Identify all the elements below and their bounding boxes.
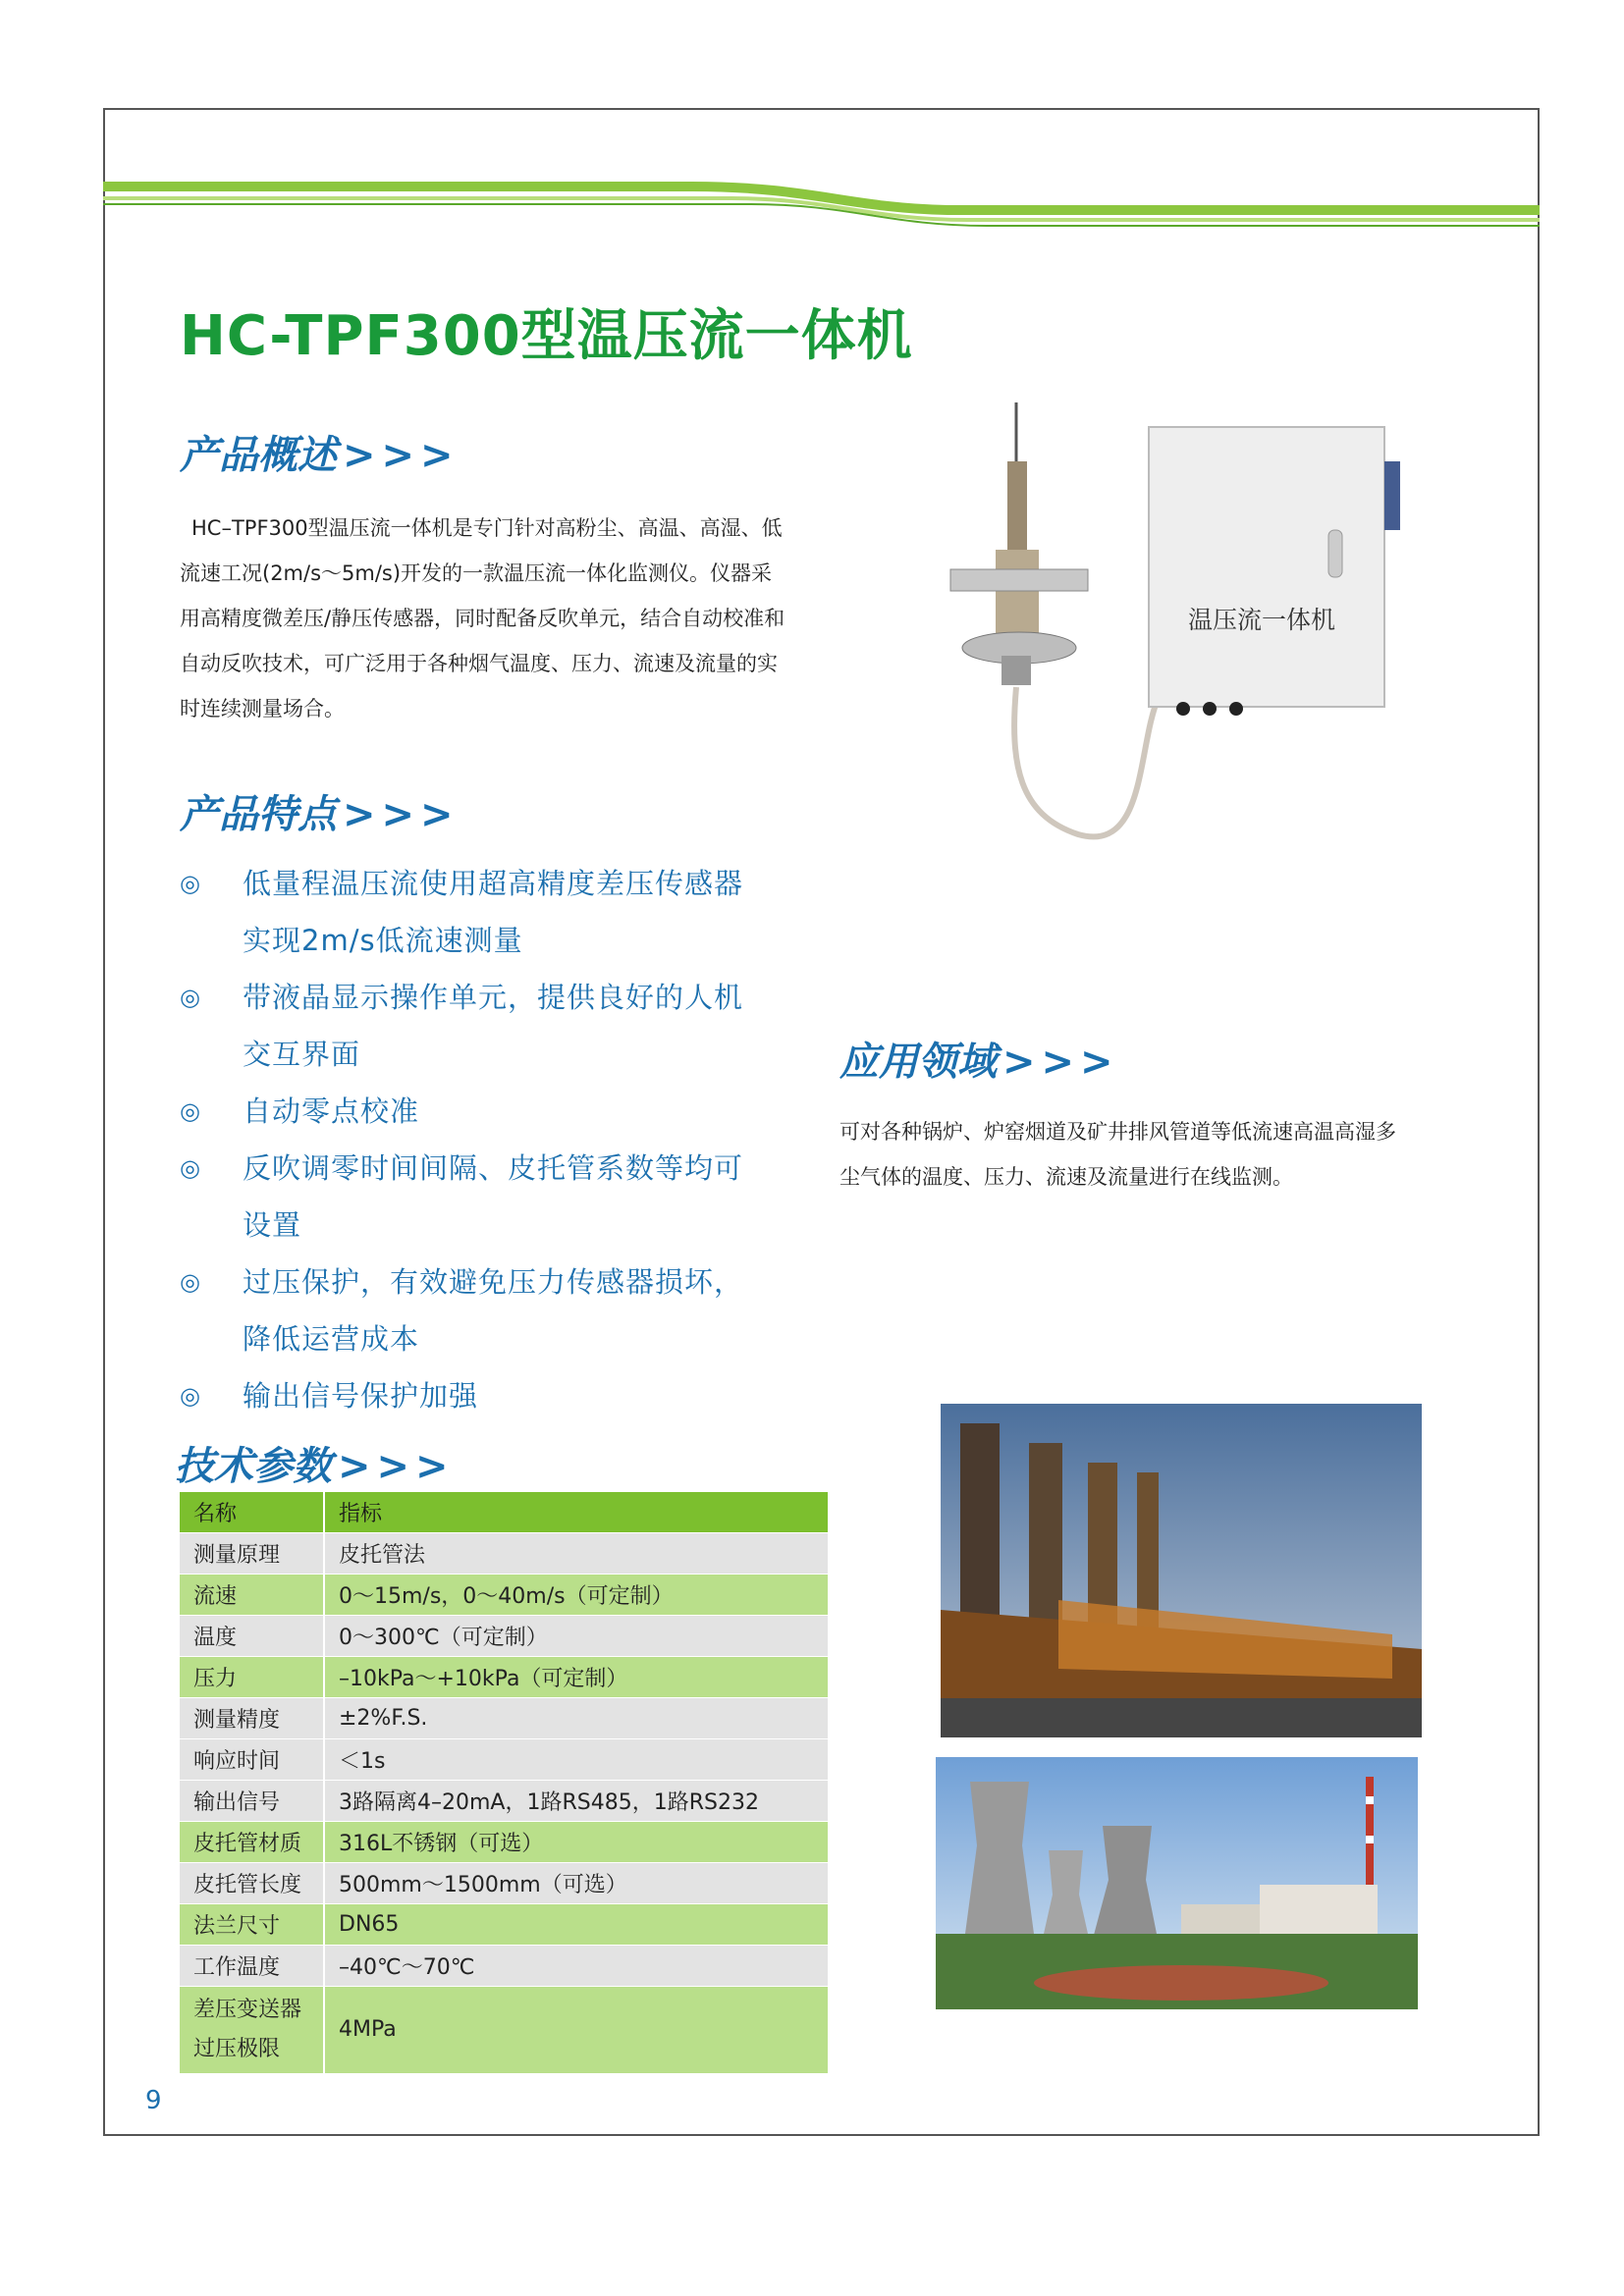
table-row xyxy=(180,1946,828,1987)
application-heading xyxy=(839,1031,1119,1087)
param-value: 4MPa xyxy=(324,1987,828,2074)
table-row xyxy=(180,1657,828,1698)
features-heading xyxy=(180,783,460,839)
feature-item xyxy=(180,1254,788,1367)
feature-line: 反吹调零时间间隔、皮托管系数等均可 xyxy=(243,1151,744,1185)
feature-line: 实现2m/s低流速测量 xyxy=(243,924,523,957)
feature-item xyxy=(180,1140,788,1254)
params-heading-text: 技术参数 xyxy=(175,1443,332,1489)
table-row xyxy=(180,1781,828,1822)
param-name: 测量原理 xyxy=(180,1533,324,1575)
table-header-row xyxy=(180,1492,828,1533)
table-row xyxy=(180,1698,828,1739)
param-name: 测量精度 xyxy=(180,1698,324,1739)
application-text xyxy=(839,1109,1468,1200)
feature-line: 输出信号保护加强 xyxy=(243,1379,479,1413)
param-value: 316L不锈钢（可选） xyxy=(324,1822,828,1863)
feature-item xyxy=(180,855,788,969)
bullet-icon: ◎ xyxy=(180,1154,201,1182)
table-row xyxy=(180,1863,828,1904)
param-name: 输出信号 xyxy=(180,1781,324,1822)
application-line: 尘气体的温度、压力、流速及流量进行在线监测。 xyxy=(839,1165,1293,1189)
table-row xyxy=(180,1822,828,1863)
bullet-icon: ◎ xyxy=(180,870,201,897)
bullet-icon: ◎ xyxy=(180,1382,201,1410)
param-value: ±2%F.S. xyxy=(324,1698,828,1739)
header-cell-value: 指标 xyxy=(324,1492,828,1533)
params-table xyxy=(180,1492,828,2074)
features-heading-text: 产品特点 xyxy=(180,791,337,837)
bullet-icon: ◎ xyxy=(180,984,201,1011)
feature-line: 过压保护，有效避免压力传感器损坏， xyxy=(243,1265,744,1299)
table-row xyxy=(180,1739,828,1781)
param-name: 工作温度 xyxy=(180,1946,324,1987)
page-title: HC-TPF300型温压流一体机 xyxy=(180,304,913,368)
param-value: DN65 xyxy=(324,1904,828,1946)
param-value: 500mm～1500mm（可选） xyxy=(324,1863,828,1904)
page-number: 9 xyxy=(145,2086,162,2115)
application-heading-arrows: >>> xyxy=(1002,1040,1119,1085)
bullet-icon: ◎ xyxy=(180,1268,201,1296)
param-value: 皮托管法 xyxy=(324,1533,828,1575)
param-name: 法兰尺寸 xyxy=(180,1904,324,1946)
header-cell-name: 名称 xyxy=(180,1492,324,1533)
feature-item xyxy=(180,1367,788,1424)
power-plant-photo xyxy=(936,1757,1418,2009)
overview-heading-text: 产品概述 xyxy=(180,432,337,478)
params-heading xyxy=(175,1435,455,1491)
features-heading-arrows: >>> xyxy=(343,792,460,837)
param-value: 3路隔离4–20mA，1路RS485，1路RS232 xyxy=(324,1781,828,1822)
param-value: –10kPa～+10kPa（可定制） xyxy=(324,1657,828,1698)
param-name-line: 过压极限 xyxy=(193,2037,281,2061)
feature-item xyxy=(180,969,788,1083)
param-value: 0～15m/s，0～40m/s（可定制） xyxy=(324,1575,828,1616)
product-image xyxy=(931,393,1402,903)
table-row xyxy=(180,1616,828,1657)
param-name: 皮托管材质 xyxy=(180,1822,324,1863)
refinery-photo xyxy=(941,1404,1422,1737)
feature-line: 降低运营成本 xyxy=(243,1322,420,1356)
feature-line: 自动零点校准 xyxy=(243,1095,420,1128)
features-list xyxy=(180,855,788,1424)
overview-text: HC–TPF300型温压流一体机是专门针对高粉尘、高温、高湿、低流速工况(2m/s～5m/s)开发的一款温压流一体化监测仪。仪器采用高精度微差压/静压传感器，同时配备反吹单元，结合自动校准和自动反吹技术，可广泛用于各种烟气温度、压力、流速及流量的实时连续测量场合。 xyxy=(180,516,785,721)
table-row xyxy=(180,1575,828,1616)
feature-item xyxy=(180,1083,788,1140)
feature-line: 设置 xyxy=(243,1208,302,1242)
feature-line: 带液晶显示操作单元，提供良好的人机 xyxy=(243,981,744,1014)
param-name: 皮托管长度 xyxy=(180,1863,324,1904)
param-name xyxy=(180,1987,324,2074)
product-box-label: 温压流一体机 xyxy=(1188,606,1336,634)
param-name: 响应时间 xyxy=(180,1739,324,1781)
table-row xyxy=(180,1987,828,2074)
feature-line: 交互界面 xyxy=(243,1038,361,1071)
bullet-icon: ◎ xyxy=(180,1097,201,1125)
param-name: 压力 xyxy=(180,1657,324,1698)
overview-heading xyxy=(180,424,460,480)
param-value: –40℃～70℃ xyxy=(324,1946,828,1987)
table-row xyxy=(180,1533,828,1575)
feature-line: 低量程温压流使用超高精度差压传感器 xyxy=(243,867,744,900)
param-name: 温度 xyxy=(180,1616,324,1657)
application-heading-text: 应用领域 xyxy=(839,1039,997,1085)
table-row xyxy=(180,1904,828,1946)
param-name-line: 差压变送器 xyxy=(193,1998,302,2022)
param-value: ＜1s xyxy=(324,1739,828,1781)
header-swoosh xyxy=(103,175,1540,234)
application-line: 可对各种锅炉、炉窑烟道及矿井排风管道等低流速高温高湿多 xyxy=(839,1120,1396,1144)
param-name: 流速 xyxy=(180,1575,324,1616)
param-value: 0～300℃（可定制） xyxy=(324,1616,828,1657)
params-heading-arrows: >>> xyxy=(338,1444,455,1489)
overview-heading-arrows: >>> xyxy=(343,433,460,478)
